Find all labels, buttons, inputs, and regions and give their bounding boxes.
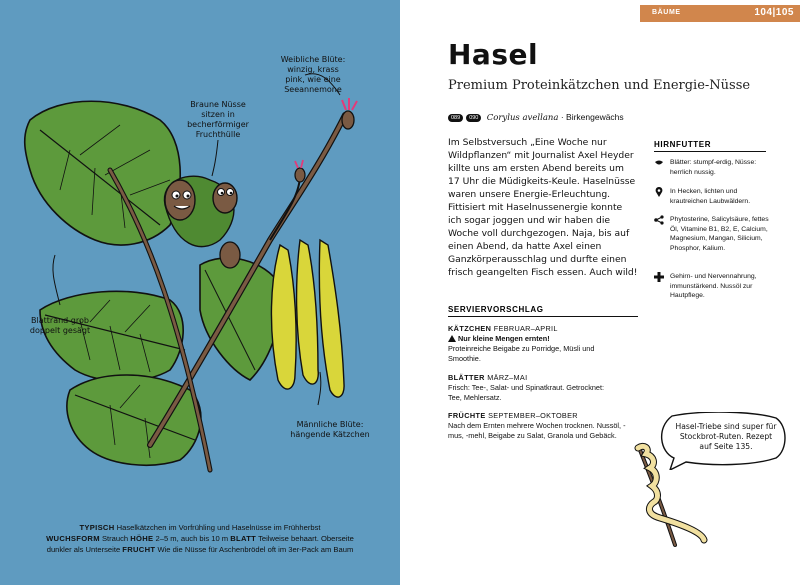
servier-item-kaetzchen: KÄTZCHEN FEBRUAR–APRIL Nur kleine Mengen ernten! Proteinreiche Beigabe zu Porridge, Müsli und Smoothie. xyxy=(448,324,648,364)
hirnfutter-habitat: In Hecken, lichten und krautreichen Laubwäldern. xyxy=(654,187,774,209)
page-title: Hasel xyxy=(448,38,539,71)
hirnfutter-effects: Gehirn- und Nervennahrung, immunstärkend. Nussöl zur Hautpflege. xyxy=(654,272,774,304)
servier-item-fruechte: FRÜCHTE SEPTEMBER–OKTOBER Nach dem Ernten mehrere Wochen trocknen. Nussöl, -mus, -mehl, Beigabe zu Salat, Granola und Gebäck. xyxy=(448,411,626,440)
intro-text: Im Selbstversuch „Eine Woche nur Wildpflanzen“ mit Journalist Axel Heyder killte uns am ersten Abend bereits um 17 Uhr die Müdigkeits-Keule. Haselnüsse waren unsere Energie-Erleuchtung. Fittisiert mit Haselnussenergie konnte ich sogar joggen und wir haben die Woche voll durchgezogen. Naja, bis auf einen Abend, da hatte Axel einen Ganzkörperausschlag und durfte einen frisch geangelten Fisch essen. Auch wild! xyxy=(448,137,638,278)
location-pin-icon xyxy=(654,187,664,197)
health-cross-icon xyxy=(654,272,664,282)
latin-name: Corylus avellana xyxy=(486,113,559,123)
male-catkins xyxy=(271,240,344,397)
warning-note: Nur kleine Mengen ernten! xyxy=(448,334,648,344)
badge-2: 090 xyxy=(466,114,481,122)
stickbread-illustration xyxy=(620,440,710,550)
section-label: BÄUME xyxy=(652,9,681,16)
hirnfutter-ingredients: Phytosterine, Salicylsäure, fettes Öl, Vitamine B1, B2, E, Calcium, Magnesium, Mangan, Silicium, Phosphor, Kalium. xyxy=(654,215,774,265)
hirnfutter-taste: Blätter: stumpf-erdig, Nüsse: herrlich nussig. xyxy=(654,158,774,180)
female-flower-annotation: Weibliche Blüte: winzig, krass pink, wie eine Seeannemone xyxy=(280,55,346,94)
servier-heading: SERVIERVORSCHLAG xyxy=(448,305,638,317)
hazelnut-cluster xyxy=(164,176,240,268)
nuts-annotation: Braune Nüsse sitzen in becherförmiger Fruchthülle xyxy=(187,100,249,139)
section-header xyxy=(640,5,800,22)
text-page xyxy=(400,0,800,585)
warning-icon xyxy=(448,335,456,342)
servier-item-blaetter: BLÄTTER MÄRZ–MAI Frisch: Tee-, Salat- und Spinatkraut. Getrocknet: Tee, Mehlersatz. xyxy=(448,373,605,402)
male-flower-annotation: Männliche Blüte: hängende Kätzchen xyxy=(290,420,370,439)
speech-bubble-text: Hasel-Triebe sind super für Stockbrot-Ruten. Rezept auf Seite 135. xyxy=(675,422,777,451)
plant-family: · Birkengewächs xyxy=(560,112,624,122)
female-flower-bud xyxy=(342,98,357,129)
badge-1: 089 xyxy=(448,114,463,122)
page-numbers: 104|105 xyxy=(754,7,794,18)
leaf-edge-annotation: Blattrand grob doppelt gesägt xyxy=(29,316,91,335)
molecule-icon xyxy=(654,215,664,225)
hirnfutter-heading: HIRNFUTTER xyxy=(654,140,766,152)
botanical-name xyxy=(448,112,624,123)
mouth-icon xyxy=(654,158,664,168)
page-subtitle: Premium Proteinkätzchen und Energie-Nüsse xyxy=(448,78,751,93)
plant-facts-footer: TYPISCH Haselkätzchen im Vorfrühling und Haselnüsse im Frühherbst WUCHSFORM Strauch HÖHE 2–5 m, auch bis 10 m BLATT Teilweise behaart. Oberseite dunkler als Unterseite FRUCHT Wie die Nüsse für Aschenbrödel oft im 3er-Pack am Baum xyxy=(46,523,354,554)
